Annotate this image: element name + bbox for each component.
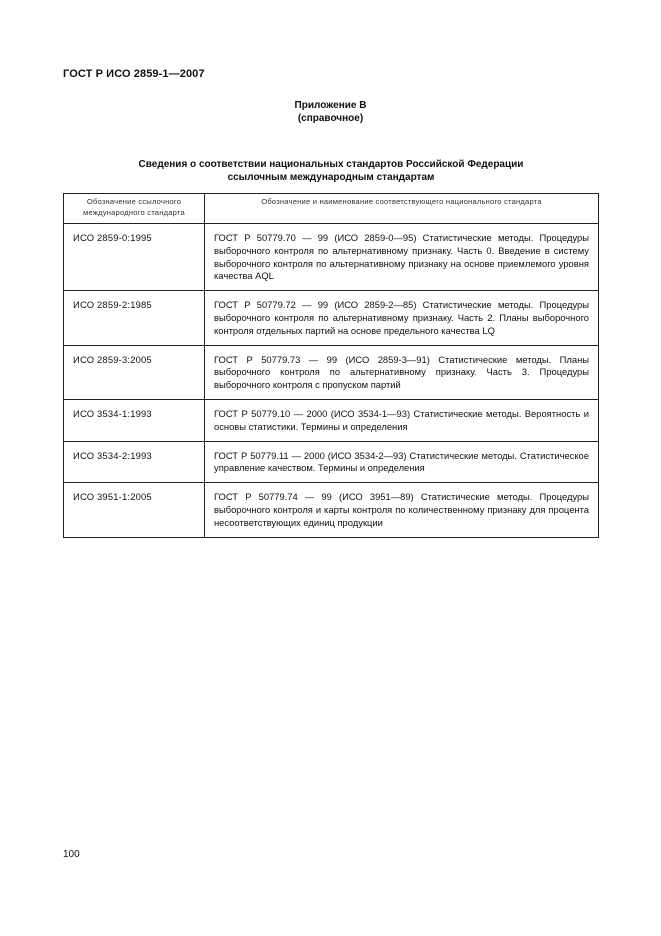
table-row (64, 291, 599, 345)
table-row (64, 483, 599, 537)
standards-correspondence-table (63, 193, 599, 538)
table-row (64, 441, 599, 483)
table-row (64, 399, 599, 441)
table-row (64, 224, 599, 291)
international-standard-cell: ИСО 3534-2:1993 (64, 441, 205, 483)
page-number: 100 (63, 849, 80, 860)
column-header-national-standard: Обозначение и наименование соответствующего национального стандарта (205, 194, 599, 224)
international-standard-cell: ИСО 3534-1:1993 (64, 399, 205, 441)
document-code: ГОСТ Р ИСО 2859-1—2007 (63, 68, 205, 80)
national-standard-cell: ГОСТ Р 50779.11 — 2000 (ИСО 3534-2—93) Статистические методы. Статистическое управление качеством. Термины и определения (205, 441, 599, 483)
table-caption-line-1: Сведения о соответствии национальных стандартов Российской Федерации (138, 159, 524, 170)
international-standard-cell: ИСО 2859-3:2005 (64, 345, 205, 399)
international-standard-cell: ИСО 3951-1:2005 (64, 483, 205, 537)
national-standard-cell: ГОСТ Р 50779.73 — 99 (ИСО 2859-3—91) Статистические методы. Планы выборочного контроля по альтернативному признаку. Часть 3. Процедуры выборочного контроля с пропуском партий (205, 345, 599, 399)
national-standard-cell: ГОСТ Р 50779.74 — 99 (ИСО 3951—89) Статистические методы. Процедуры выборочного контроля и карты контроля по количественному признаку для процента несоответствующих единиц продукции (205, 483, 599, 537)
table-caption-line-2: ссылочным международным стандартам (227, 172, 435, 183)
international-standard-cell: ИСО 2859-0:1995 (64, 224, 205, 291)
appendix-subtitle: (справочное) (297, 113, 364, 124)
table-header-row (64, 194, 599, 224)
national-standard-cell: ГОСТ Р 50779.72 — 99 (ИСО 2859-2—85) Статистические методы. Процедуры выборочного контроля по альтернативному признаку. Часть 2. Планы выборочного контроля отдельных партий на основе предельного качества LQ (205, 291, 599, 345)
column-header-international-standard: Обозначение ссылочного международного стандарта (64, 194, 205, 224)
national-standard-cell: ГОСТ Р 50779.10 — 2000 (ИСО 3534-1—93) Статистические методы. Вероятность и основы статистики. Термины и определения (205, 399, 599, 441)
national-standard-cell: ГОСТ Р 50779.70 — 99 (ИСО 2859-0—95) Статистические методы. Процедуры выборочного контроля по альтернативному признаку. Часть 0. Введение в систему выборочного контроля по альтернативному признаку на основе приемлемого уровня качества AQL (205, 224, 599, 291)
appendix-title: Приложение В (294, 100, 367, 111)
table-row (64, 345, 599, 399)
table-caption (63, 158, 599, 184)
international-standard-cell: ИСО 2859-2:1985 (64, 291, 205, 345)
